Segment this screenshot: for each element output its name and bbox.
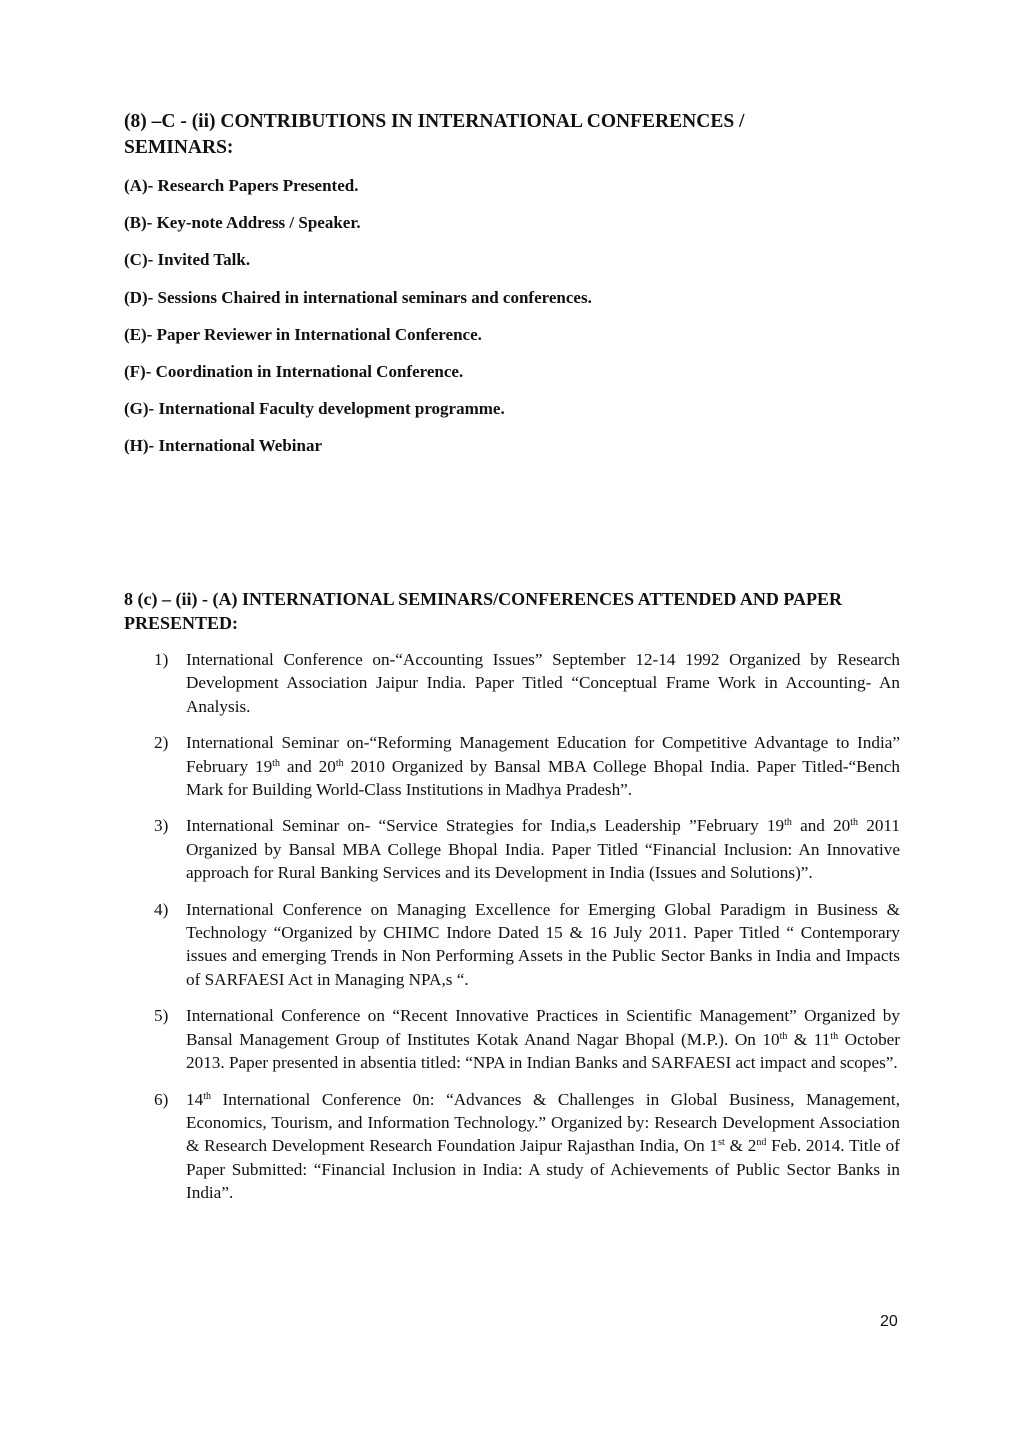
item-number: 6): [154, 1089, 169, 1109]
contents-list: [124, 175, 824, 473]
conference-item: [124, 1088, 900, 1205]
subsection-heading: 8 (c) – (ii) - (A) INTERNATIONAL SEMINARS/CONFERENCES ATTENDED AND PAPER PRESENTED:: [124, 589, 843, 633]
item-text: International Seminar on-“Reforming Management Education for Competitive Advantage to India” February 19th and 20th 2010 Organized by Bansal MBA College Bhopal India. Paper Titled-“Bench Mark for Building World-Class Institutions in Madhya Pradesh”.: [186, 733, 900, 800]
contents-item-c: (C)- Invited Talk.: [124, 250, 251, 270]
contents-item-a: (A)- Research Papers Presented.: [124, 176, 359, 195]
item-text: International Conference on “Recent Innovative Practices in Scientific Management” Organized by Bansal Management Group of Institutes Kotak Anand Nagar Bhopal (M.P.). On 10th & 11th October 2013. Paper presented in absentia titled: “NPA in Indian Banks and SARFAESI act impact and scopes”.: [186, 1006, 901, 1073]
conference-item: [124, 898, 900, 992]
item-number: 4): [154, 899, 169, 919]
item-number: 5): [154, 1006, 169, 1026]
item-text: International Conference on-“Accounting Issues” September 12-14 1992 Organized by Research Development Association Jaipur India. Paper Titled “Conceptual Frame Work in Accounting- An Analysis.: [186, 650, 900, 716]
item-number: 2): [154, 733, 169, 753]
contents-item-f: (F)- Coordination in International Conference.: [124, 361, 464, 381]
section-heading: (8) –C - (ii) CONTRIBUTIONS IN INTERNATIONAL CONFERENCES / SEMINARS:: [124, 111, 745, 158]
item-text: International Conference on Managing Excellence for Emerging Global Paradigm in Business & Technology “Organized by CHIMC Indore Dated 15 & 16 July 2011. Paper Titled “ Contemporary issues and emerging Trends in Non Performing Assets in the Public Sector Banks in India and Impacts of SARFAESI Act in Managing NPA,s “.: [186, 899, 900, 989]
contents-item-h: (H)- International Webinar: [124, 436, 323, 456]
item-number: 1): [154, 650, 169, 669]
contents-item-d: (D)- Sessions Chaired in international seminars and conferences.: [124, 287, 592, 307]
item-number: 3): [154, 816, 169, 836]
conference-item: [124, 814, 900, 884]
conference-item: [124, 1004, 900, 1074]
item-text: International Seminar on- “Service Strategies for India,s Leadership ”February 19th and 20th 2011 Organized by Bansal MBA College Bhopal India. Paper Titled “Financial Inclusion: An Innovative approach for Rural Banking Services and its Development in India (Issues and Solutions)”.: [186, 816, 900, 883]
item-text: 14th International Conference 0n: “Advances & Challenges in Global Business, Management, Economics, Tourism, and Information Technology.” Organized by: Research Development Association & Research Development Research Foundation Jaipur Rajasthan India, On 1st & 2nd Feb. 2014. Title of Paper Submitted: “Financial Inclusion in India: A study of Achievements of Public Sector Banks in India”.: [186, 1089, 900, 1203]
page-number: 20: [880, 1313, 898, 1330]
contents-item-b: (B)- Key-note Address / Speaker.: [124, 213, 361, 233]
conference-item: [124, 648, 900, 718]
contents-item-e: (E)- Paper Reviewer in International Conference.: [124, 324, 482, 344]
conference-item: [124, 731, 900, 801]
contents-item-g: (G)- International Faculty development programme.: [124, 399, 505, 419]
conference-list: [124, 648, 900, 1205]
